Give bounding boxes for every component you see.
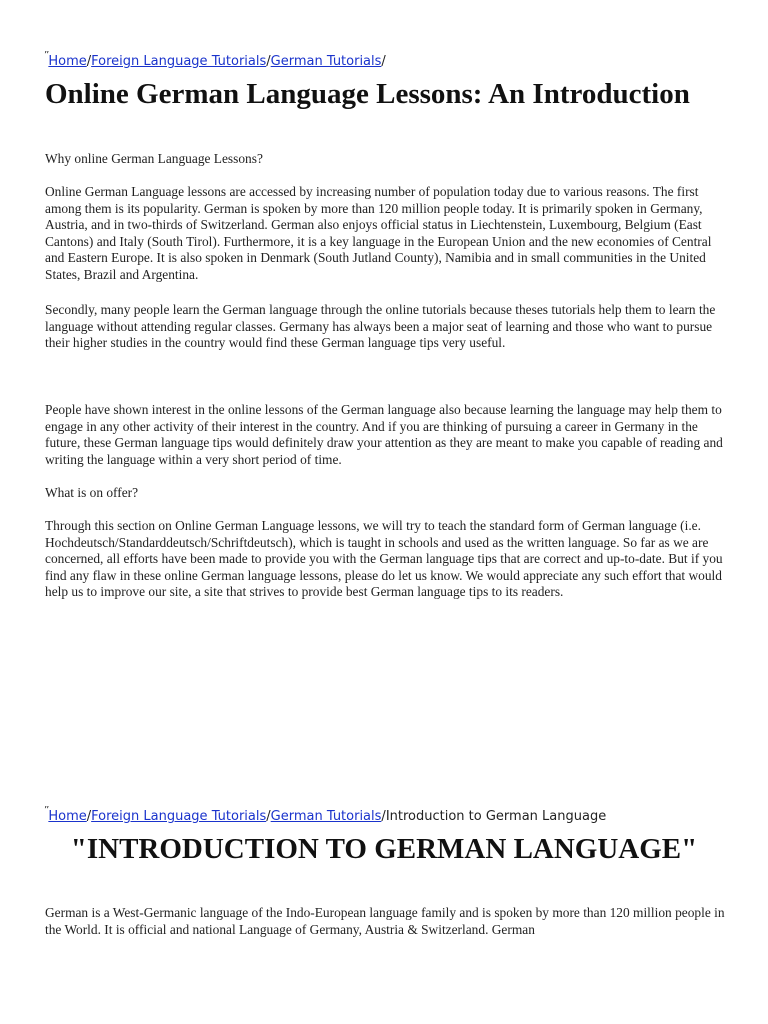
breadcrumb-quote-mark: ’’ (44, 805, 49, 816)
breadcrumb-link-foreign-language-tutorials[interactable]: Foreign Language Tutorials (91, 809, 267, 824)
paragraph-offer: Through this section on Online German Language lessons, we will try to teach the standard form of German language (i.e. Hochdeutsch/Standarddeutsch/Schriftdeutsch), which is taught in schools and used as the written language. So far as we are concerned, all efforts have been made to provide you with the German language tips that are correct and up-to-date. But if you find any flaw in these online German language lessons, please do let us know. We would appreciate any such effort that would help us to improve our site, a site that strives to provide best German language tips to its readers. (45, 518, 723, 600)
breadcrumb (44, 50, 386, 71)
breadcrumb-separator: / (86, 809, 92, 824)
breadcrumb-current-page: Introduction to German Language (385, 809, 607, 824)
breadcrumb-separator: / (266, 54, 271, 69)
paragraph-career-interest: People have shown interest in the online lessons of the German language also because learning the language may help them to engage in any other activity of their interest in the country. And if you are thinking of pursuing a career in Germany in the future, these German language tips would definitely draw your attention as they are meant to make you capable of reading and writing the language within a very short period of time. (45, 402, 723, 467)
paragraph-popularity: Online German Language lessons are accessed by increasing number of population today due to various reasons. The first among them is its popularity. German is spoken by more than 120 million people today. It is primarily spoken in Germany, Austria, and in two-thirds of Switzerland. German also enjoys official status in Liechtenstein, Luxembourg, Belgium (East Cantons) and Italy (South Tirol). Furthermore, it is a key language in the European Union and the new economies of Central and Eastern Europe. It is also spoken in Denmark (South Jutland County), Namibia and in small communities in the United States, Brazil and Argentina. (45, 184, 712, 282)
section-title: "INTRODUCTION TO GERMAN LANGUAGE" (70, 833, 698, 865)
breadcrumb-quote-mark: ’’ (44, 50, 49, 61)
paragraph-online-tutorials: Secondly, many people learn the German language through the online tutorials because theses tutorials help them to learn the language without attending regular classes. Germany has always been a major seat of learning and those who want to pursue their higher studies in the country would find these German language tips very useful. (45, 302, 716, 351)
breadcrumb-separator: / (86, 54, 92, 69)
page-title: Online German Language Lessons: An Introduction (45, 78, 690, 110)
breadcrumb-separator: / (381, 54, 386, 69)
breadcrumb-link-home[interactable]: Home (48, 54, 87, 69)
offer-question: What is on offer? (45, 485, 139, 500)
breadcrumb (44, 805, 607, 826)
breadcrumb-link-german-tutorials[interactable]: German Tutorials (270, 809, 382, 824)
breadcrumb-separator: / (381, 809, 386, 824)
intro-question: Why online German Language Lessons? (45, 151, 263, 166)
paragraph-introduction: German is a West-Germanic language of the Indo-European language family and is spoken by more than 120 million people in the World. It is official and national Language of Germany, Austria & Switzerland. German (45, 905, 725, 937)
breadcrumb-separator: / (266, 809, 271, 824)
breadcrumb-link-german-tutorials[interactable]: German Tutorials (270, 54, 382, 69)
breadcrumb-link-foreign-language-tutorials[interactable]: Foreign Language Tutorials (91, 54, 267, 69)
breadcrumb-link-home[interactable]: Home (48, 809, 87, 824)
